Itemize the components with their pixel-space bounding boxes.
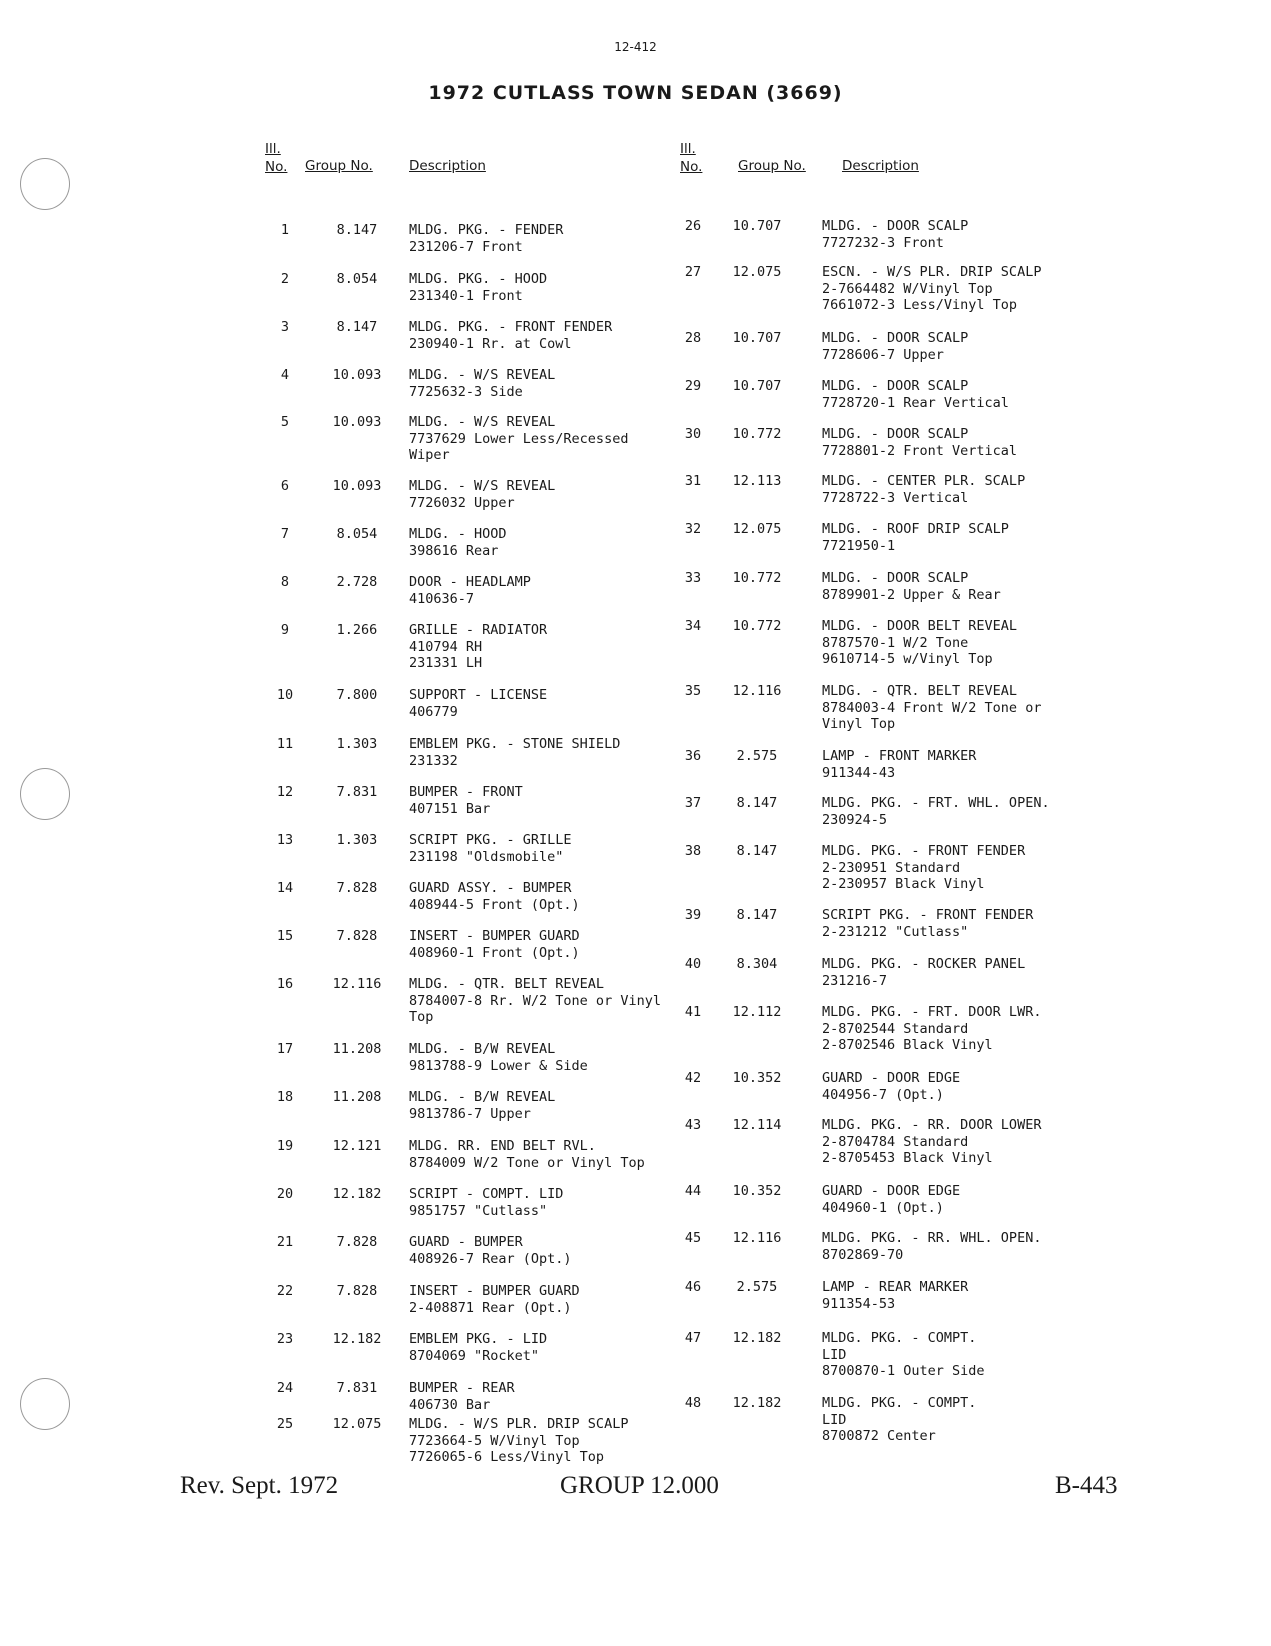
group-number: 11.208	[332, 1089, 382, 1105]
group-number: 1.266	[336, 622, 378, 638]
item-description: GRILLE - RADIATOR 410794 RH 231331 LH	[409, 622, 548, 671]
part-row	[265, 574, 675, 607]
item-description: EMBLEM PKG. - STONE SHIELD 231332	[409, 736, 621, 769]
group-number: 1.303	[336, 832, 378, 848]
group-number: 10.707	[732, 330, 782, 346]
parts-column-left	[265, 140, 675, 1465]
part-row	[680, 1279, 1110, 1312]
item-description: GUARD - DOOR EDGE 404960-1 (Opt.)	[822, 1183, 961, 1216]
part-row	[680, 956, 1110, 989]
item-description: ESCN. - W/S PLR. DRIP SCALP 2-7664482 W/Vinyl Top 7661072-3 Less/Vinyl Top	[822, 264, 1042, 313]
item-number: 48	[684, 1395, 702, 1411]
item-number: 4	[280, 367, 290, 383]
item-description: LAMP - REAR MARKER 911354-53	[822, 1279, 969, 1312]
item-number: 45	[684, 1230, 702, 1246]
item-description: MLDG. PKG. - HOOD 231340-1 Front	[409, 271, 548, 304]
item-number: 1	[280, 222, 290, 238]
item-description: MLDG. - B/W REVEAL 9813786-7 Upper	[409, 1089, 556, 1122]
part-row	[680, 570, 1110, 603]
group-number: 10.772	[732, 426, 782, 442]
part-row	[680, 1395, 1110, 1445]
item-number: 42	[684, 1070, 702, 1086]
item-description: MLDG. PKG. - FRT. DOOR LWR. 2-8702544 Standard 2-8702546 Black Vinyl	[822, 1004, 1042, 1053]
item-description: MLDG. PKG. - FRT. WHL. OPEN. 230924-5	[822, 795, 1050, 828]
part-row	[680, 218, 1110, 251]
item-number: 27	[684, 264, 702, 280]
item-number: 5	[280, 414, 290, 430]
item-description: MLDG. - DOOR SCALP 7728801-2 Front Vertical	[822, 426, 1018, 459]
item-number: 23	[276, 1331, 294, 1347]
part-row	[680, 1117, 1110, 1167]
item-description: MLDG. PKG. - COMPT. LID 8700872 Center	[822, 1395, 977, 1444]
group-number: 7.831	[336, 784, 378, 800]
group-number: 12.113	[732, 473, 782, 489]
binder-hole-bottom	[20, 1378, 70, 1430]
group-number: 8.147	[736, 843, 778, 859]
group-number: 7.800	[336, 687, 378, 703]
item-number: 12	[276, 784, 294, 800]
item-description: MLDG. - DOOR SCALP 7727232-3 Front	[822, 218, 969, 251]
part-row	[680, 1183, 1110, 1216]
group-number: 10.707	[732, 218, 782, 234]
group-number: 7.828	[336, 928, 378, 944]
item-number: 25	[276, 1416, 294, 1432]
group-number: 8.304	[736, 956, 778, 972]
item-description: GUARD - DOOR EDGE 404956-7 (Opt.)	[822, 1070, 961, 1103]
item-number: 14	[276, 880, 294, 896]
item-description: MLDG. - W/S REVEAL 7726032 Upper	[409, 478, 556, 511]
item-description: GUARD ASSY. - BUMPER 408944-5 Front (Opt.)	[409, 880, 580, 913]
part-row	[680, 426, 1110, 459]
item-number: 15	[276, 928, 294, 944]
header-description: Description	[842, 158, 919, 174]
group-number: 2.728	[336, 574, 378, 590]
group-number: 8.147	[736, 907, 778, 923]
group-number: 12.182	[732, 1330, 782, 1346]
part-row	[265, 222, 675, 255]
group-number: 8.147	[336, 319, 378, 335]
item-number: 29	[684, 378, 702, 394]
part-row	[265, 271, 675, 304]
group-number: 12.114	[732, 1117, 782, 1133]
binder-hole-middle	[20, 768, 70, 820]
item-description: MLDG. PKG. - ROCKER PANEL 231216-7	[822, 956, 1026, 989]
part-row	[680, 907, 1110, 940]
part-row	[680, 748, 1110, 781]
item-description: MLDG. - B/W REVEAL 9813788-9 Lower & Side	[409, 1041, 588, 1074]
group-number: 10.352	[732, 1070, 782, 1086]
parts-column-right	[680, 140, 1110, 1444]
group-number: 12.182	[332, 1331, 382, 1347]
part-row	[265, 414, 675, 464]
group-number: 10.772	[732, 570, 782, 586]
item-number: 38	[684, 843, 702, 859]
item-number: 32	[684, 521, 702, 537]
item-number: 46	[684, 1279, 702, 1295]
item-number: 30	[684, 426, 702, 442]
group-number: 11.208	[332, 1041, 382, 1057]
item-description: MLDG. PKG. - RR. DOOR LOWER 2-8704784 Standard 2-8705453 Black Vinyl	[822, 1117, 1042, 1166]
binder-hole-top	[20, 158, 70, 210]
part-row	[680, 795, 1110, 828]
item-number: 19	[276, 1138, 294, 1154]
item-number: 28	[684, 330, 702, 346]
part-row	[265, 1331, 675, 1364]
item-number: 34	[684, 618, 702, 634]
item-description: SCRIPT PKG. - GRILLE 231198 "Oldsmobile"	[409, 832, 572, 865]
part-row	[265, 736, 675, 769]
item-number: 36	[684, 748, 702, 764]
part-row	[265, 367, 675, 400]
group-number: 12.075	[732, 264, 782, 280]
page-title: 1972 CUTLASS TOWN SEDAN (3669)	[428, 82, 843, 104]
item-number: 8	[280, 574, 290, 590]
item-number: 39	[684, 907, 702, 923]
footer-page-code: B-443	[1055, 1472, 1118, 1499]
part-row	[680, 521, 1110, 554]
item-description: MLDG. - W/S REVEAL 7737629 Lower Less/Recessed Wiper	[409, 414, 629, 463]
column-header	[265, 140, 675, 180]
item-description: BUMPER - REAR 406730 Bar	[409, 1380, 515, 1413]
group-number: 8.147	[336, 222, 378, 238]
item-description: DOOR - HEADLAMP 410636-7	[409, 574, 531, 607]
group-number: 12.112	[732, 1004, 782, 1020]
item-number: 21	[276, 1234, 294, 1250]
group-number: 10.772	[732, 618, 782, 634]
group-number: 12.075	[332, 1416, 382, 1432]
group-number: 8.147	[736, 795, 778, 811]
item-description: MLDG. RR. END BELT RVL. 8784009 W/2 Tone or Vinyl Top	[409, 1138, 645, 1171]
item-description: MLDG. - DOOR SCALP 8789901-2 Upper & Rear	[822, 570, 1001, 603]
item-description: LAMP - FRONT MARKER 911344-43	[822, 748, 977, 781]
footer-revision: Rev. Sept. 1972	[180, 1472, 339, 1499]
group-number: 2.575	[736, 748, 778, 764]
part-row	[680, 378, 1110, 411]
item-number: 13	[276, 832, 294, 848]
item-number: 26	[684, 218, 702, 234]
part-row	[265, 1186, 675, 1219]
item-description: MLDG. - QTR. BELT REVEAL 8784003-4 Front W/2 Tone or Vinyl Top	[822, 683, 1042, 732]
item-description: SCRIPT PKG. - FRONT FENDER 2-231212 "Cutlass"	[822, 907, 1034, 940]
part-row	[680, 1230, 1110, 1263]
item-description: MLDG. PKG. - FRONT FENDER 2-230951 Standard 2-230957 Black Vinyl	[822, 843, 1026, 892]
part-row	[265, 1041, 675, 1074]
item-number: 31	[684, 473, 702, 489]
page-number: 12-412	[614, 40, 657, 54]
group-number: 10.707	[732, 378, 782, 394]
group-number: 10.093	[332, 478, 382, 494]
item-number: 44	[684, 1183, 702, 1199]
item-number: 37	[684, 795, 702, 811]
item-description: MLDG. - QTR. BELT REVEAL 8784007-8 Rr. W/2 Tone or Vinyl Top	[409, 976, 661, 1025]
group-number: 12.121	[332, 1138, 382, 1154]
part-row	[265, 784, 675, 817]
group-number: 12.182	[732, 1395, 782, 1411]
group-number: 12.116	[332, 976, 382, 992]
part-row	[265, 319, 675, 352]
item-description: EMBLEM PKG. - LID 8704069 "Rocket"	[409, 1331, 548, 1364]
group-number: 7.828	[336, 880, 378, 896]
part-row	[680, 1330, 1110, 1380]
item-number: 24	[276, 1380, 294, 1396]
item-description: MLDG. - DOOR SCALP 7728606-7 Upper	[822, 330, 969, 363]
item-number: 35	[684, 683, 702, 699]
part-row	[680, 618, 1110, 668]
part-row	[680, 264, 1110, 314]
part-row	[680, 1004, 1110, 1054]
item-number: 18	[276, 1089, 294, 1105]
group-number: 10.093	[332, 367, 382, 383]
part-row	[265, 976, 675, 1026]
part-row	[680, 683, 1110, 733]
part-row	[265, 1416, 675, 1466]
group-number: 12.182	[332, 1186, 382, 1202]
item-number: 41	[684, 1004, 702, 1020]
part-row	[265, 1089, 675, 1122]
item-description: MLDG. PKG. - FENDER 231206-7 Front	[409, 222, 564, 255]
part-row	[265, 526, 675, 559]
group-number: 8.054	[336, 271, 378, 287]
header-description: Description	[409, 158, 486, 174]
group-number: 8.054	[336, 526, 378, 542]
group-number: 1.303	[336, 736, 378, 752]
item-description: SCRIPT - COMPT. LID 9851757 "Cutlass"	[409, 1186, 564, 1219]
group-number: 12.116	[732, 683, 782, 699]
item-description: SUPPORT - LICENSE 406779	[409, 687, 548, 720]
part-row	[680, 843, 1110, 893]
item-description: MLDG. - W/S PLR. DRIP SCALP 7723664-5 W/Vinyl Top 7726065-6 Less/Vinyl Top	[409, 1416, 629, 1465]
part-row	[265, 478, 675, 511]
part-row	[265, 1234, 675, 1267]
item-number: 11	[276, 736, 294, 752]
group-number: 2.575	[736, 1279, 778, 1295]
item-number: 7	[280, 526, 290, 542]
part-row	[265, 832, 675, 865]
item-number: 40	[684, 956, 702, 972]
part-row	[265, 928, 675, 961]
item-description: MLDG. - ROOF DRIP SCALP 7721950-1	[822, 521, 1009, 554]
group-number: 7.828	[336, 1234, 378, 1250]
header-ill-no: Ill. No.	[680, 141, 703, 175]
item-description: MLDG. PKG. - COMPT. LID 8700870-1 Outer Side	[822, 1330, 985, 1379]
group-number: 10.093	[332, 414, 382, 430]
part-row	[265, 1283, 675, 1316]
item-description: MLDG. - DOOR SCALP 7728720-1 Rear Vertical	[822, 378, 1009, 411]
column-header	[680, 140, 1110, 180]
item-number: 9	[280, 622, 290, 638]
item-description: MLDG. - DOOR BELT REVEAL 8787570-1 W/2 Tone 9610714-5 w/Vinyl Top	[822, 618, 1018, 667]
item-description: MLDG. - CENTER PLR. SCALP 7728722-3 Vertical	[822, 473, 1026, 506]
item-number: 22	[276, 1283, 294, 1299]
item-number: 33	[684, 570, 702, 586]
header-group-no: Group No.	[738, 158, 806, 174]
part-row	[680, 473, 1110, 506]
item-number: 6	[280, 478, 290, 494]
item-number: 20	[276, 1186, 294, 1202]
part-row	[265, 622, 675, 672]
part-row	[265, 1138, 675, 1171]
group-number: 7.831	[336, 1380, 378, 1396]
part-row	[680, 330, 1110, 363]
item-description: MLDG. - HOOD 398616 Rear	[409, 526, 507, 559]
item-number: 2	[280, 271, 290, 287]
group-number: 12.075	[732, 521, 782, 537]
group-number: 7.828	[336, 1283, 378, 1299]
footer-group: GROUP 12.000	[560, 1472, 719, 1499]
item-description: BUMPER - FRONT 407151 Bar	[409, 784, 523, 817]
item-number: 3	[280, 319, 290, 335]
header-ill-no: Ill. No.	[265, 141, 288, 175]
group-number: 10.352	[732, 1183, 782, 1199]
part-row	[265, 880, 675, 913]
item-description: INSERT - BUMPER GUARD 2-408871 Rear (Opt.)	[409, 1283, 580, 1316]
item-number: 17	[276, 1041, 294, 1057]
item-number: 10	[276, 687, 294, 703]
item-description: GUARD - BUMPER 408926-7 Rear (Opt.)	[409, 1234, 572, 1267]
item-description: INSERT - BUMPER GUARD 408960-1 Front (Opt.)	[409, 928, 580, 961]
item-description: MLDG. PKG. - RR. WHL. OPEN. 8702869-70	[822, 1230, 1042, 1263]
group-number: 12.116	[732, 1230, 782, 1246]
part-row	[265, 687, 675, 720]
part-row	[680, 1070, 1110, 1103]
item-description: MLDG. - W/S REVEAL 7725632-3 Side	[409, 367, 556, 400]
item-number: 16	[276, 976, 294, 992]
part-row	[265, 1380, 675, 1413]
header-group-no: Group No.	[305, 158, 373, 174]
item-number: 47	[684, 1330, 702, 1346]
item-description: MLDG. PKG. - FRONT FENDER 230940-1 Rr. at Cowl	[409, 319, 613, 352]
item-number: 43	[684, 1117, 702, 1133]
